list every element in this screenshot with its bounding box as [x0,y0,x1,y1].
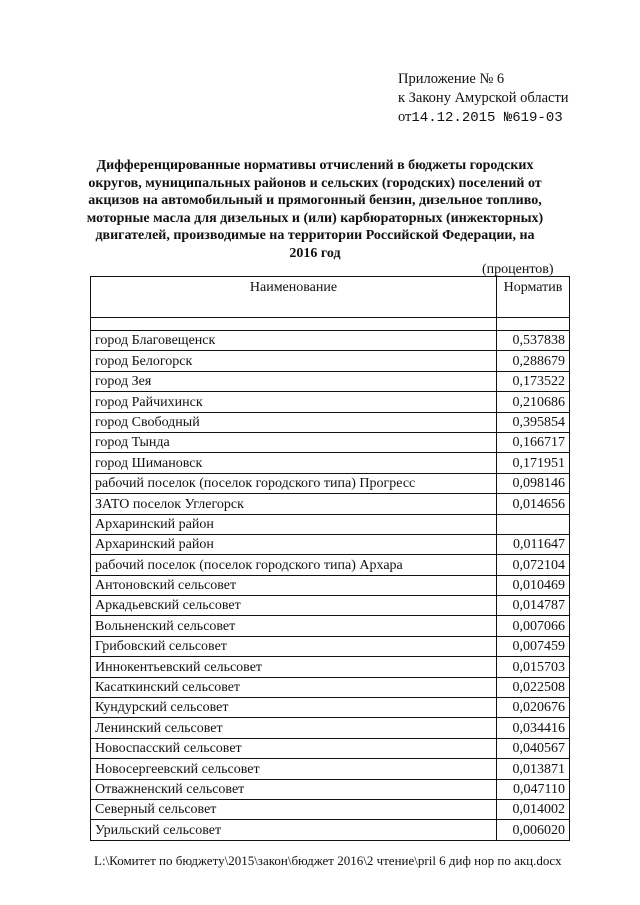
annex-law-reference: к Закону Амурской области [398,90,569,106]
row-name: город Благовещенск [91,331,497,351]
row-name: рабочий поселок (поселок городского типа) Архара [91,555,497,575]
annex-date-number: 14.12.2015 №619-03 [411,110,563,126]
table-row [91,759,570,779]
table-row [91,494,570,514]
row-name: Новоспасский сельсовет [91,738,497,758]
table-row [91,534,570,554]
row-value: 0,011647 [497,534,570,554]
row-value: 0,173522 [497,371,570,391]
annex-header [398,70,569,128]
row-name: Архаринский район [91,514,497,534]
table-row [91,596,570,616]
row-name: рабочий поселок (поселок городского типа) Прогресс [91,473,497,493]
table-row [91,432,570,452]
table-row [91,473,570,493]
table-row [91,351,570,371]
row-value: 0,171951 [497,453,570,473]
table-row [91,820,570,840]
row-value: 0,034416 [497,718,570,738]
table-row [91,412,570,432]
row-value: 0,047110 [497,779,570,799]
row-name: Аркадьевский сельсовет [91,596,497,616]
row-name: Урильский сельсовет [91,820,497,840]
column-header-value: Норматив [497,277,570,318]
row-value: 0,022508 [497,677,570,697]
units-label: (процентов) [482,262,554,277]
row-name: Кундурский сельсовет [91,698,497,718]
table-row [91,392,570,412]
row-name: Касаткинский сельсовет [91,677,497,697]
row-value: 0,014656 [497,494,570,514]
table-row [91,575,570,595]
row-value: 0,072104 [497,555,570,575]
table-row [91,331,570,351]
row-value: 0,007459 [497,636,570,656]
table-row [91,371,570,391]
row-name: город Зея [91,371,497,391]
table-row [91,799,570,819]
row-name: город Райчихинск [91,392,497,412]
row-value [497,514,570,534]
row-name: Ленинский сельсовет [91,718,497,738]
document-title: Дифференцированные нормативы отчислений в бюджеты городских округов, муниципальных районов и сельских (городских) поселений от акцизов на автомобильный и прямогонный бензин, дизельное топливо, моторные масла для дизельных и (или) карбюраторных (инжекторных) двигателей, производимые на территории Российской Федерации, на 2016 год [86,158,544,261]
table-row [91,677,570,697]
row-name: Вольненский сельсовет [91,616,497,636]
row-value: 0,040567 [497,738,570,758]
row-name: город Свободный [91,412,497,432]
row-value: 0,014787 [497,596,570,616]
row-name: Северный сельсовет [91,799,497,819]
column-header-name: Наименование [91,277,497,318]
table-row [91,636,570,656]
row-name: Иннокентьевский сельсовет [91,657,497,677]
table-row [91,555,570,575]
norms-table [90,276,570,841]
row-name: Отважненский сельсовет [91,779,497,799]
row-value: 0,288679 [497,351,570,371]
row-value: 0,010469 [497,575,570,595]
table-header-row [91,277,570,318]
annex-date-prefix: от [398,109,412,125]
row-value: 0,014002 [497,799,570,819]
row-name: Архаринский район [91,534,497,554]
table-row [91,514,570,534]
row-name: Новосергеевский сельсовет [91,759,497,779]
row-value: 0,166717 [497,432,570,452]
table-row [91,657,570,677]
table-row [91,718,570,738]
table-row [91,779,570,799]
row-value: 0,210686 [497,392,570,412]
table-row [91,698,570,718]
row-name: Антоновский сельсовет [91,575,497,595]
row-name: Грибовский сельсовет [91,636,497,656]
row-value: 0,007066 [497,616,570,636]
row-value: 0,537838 [497,331,570,351]
row-value: 0,013871 [497,759,570,779]
annex-title: Приложение № 6 [398,71,505,87]
table-spacer-row [91,318,570,331]
file-path-footer: L:\Комитет по бюджету\2015\закон\бюджет 2016\2 чтение\pril 6 диф нор по акц.docx [94,853,562,868]
row-value: 0,006020 [497,820,570,840]
table-row [91,616,570,636]
row-value: 0,098146 [497,473,570,493]
annex-date-line [398,108,569,128]
table-row [91,738,570,758]
row-value: 0,015703 [497,657,570,677]
row-name: город Тында [91,432,497,452]
table-row [91,453,570,473]
row-name: город Шимановск [91,453,497,473]
row-name: ЗАТО поселок Углегорск [91,494,497,514]
row-name: город Белогорск [91,351,497,371]
row-value: 0,020676 [497,698,570,718]
row-value: 0,395854 [497,412,570,432]
